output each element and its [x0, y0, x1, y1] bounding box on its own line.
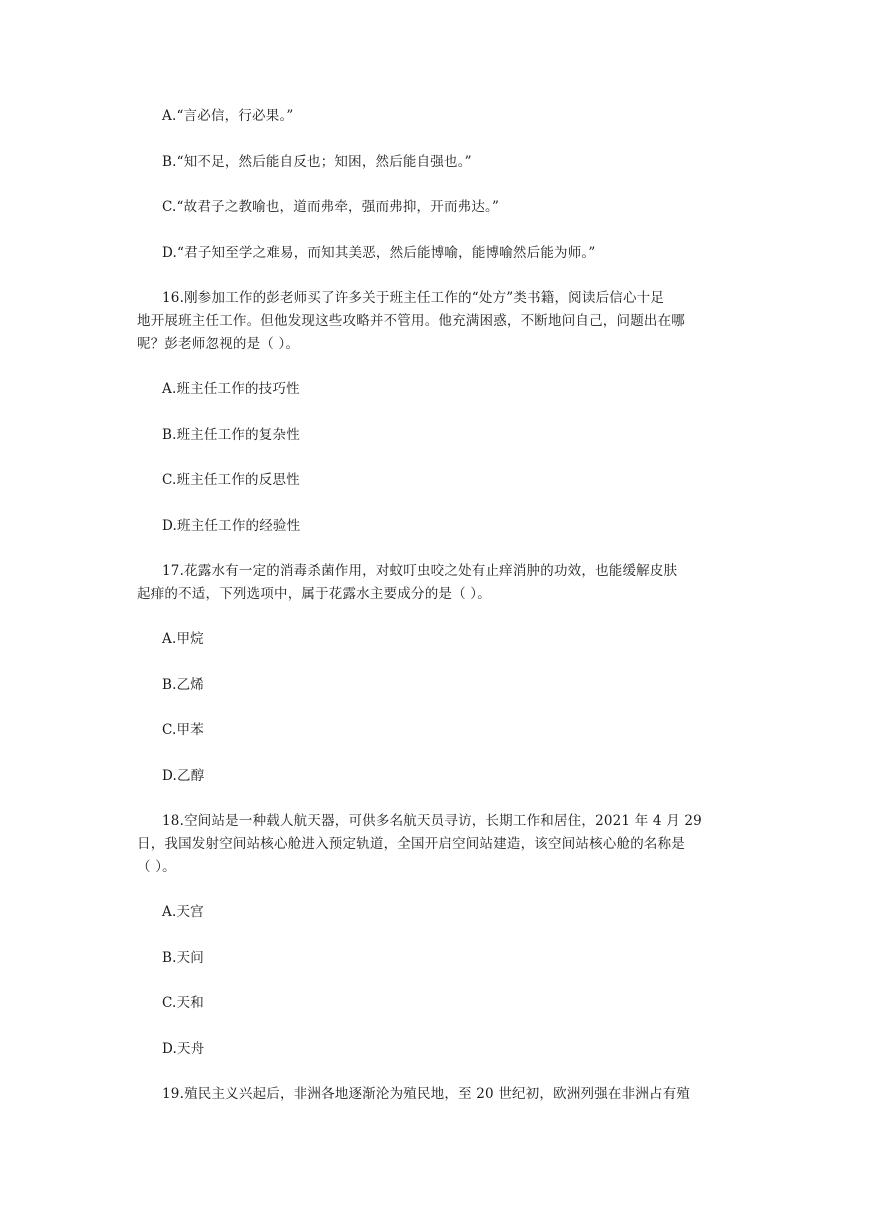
- q18-stem-line-3: （ ）。: [137, 859, 176, 875]
- q17-option-c: C.甲苯: [162, 722, 204, 738]
- q15-option-d: D.“君子知至学之难易，而知其美恶，然后能博喻，能博喻然后能为师。”: [162, 245, 596, 261]
- q16-option-b: B.班主任工作的复杂性: [162, 427, 300, 443]
- q15-option-a: A.“言必信，行必果。”: [162, 108, 294, 124]
- q16-stem-line-2: 地开展班主任工作。但他发现这些攻略并不管用。他充满困惑，不断地问自己，问题出在哪: [137, 313, 685, 329]
- q17-option-a: A.甲烷: [162, 631, 204, 647]
- q16-option-c: C.班主任工作的反思性: [162, 472, 300, 488]
- q16-stem-line-3: 呢？彭老师忽视的是（ ）。: [137, 336, 300, 352]
- q19-stem-line-1: 19.殖民主义兴起后，非洲各地逐渐沦为殖民地，至 20 世纪初，欧洲列强在非洲占有殖: [162, 1086, 691, 1102]
- q17-option-d: D.乙醇: [162, 768, 205, 784]
- q18-option-a: A.天宫: [162, 904, 204, 920]
- q17-stem-line-2: 起痱的不适，下列选项中，属于花露水主要成分的是（ ）。: [137, 586, 491, 602]
- q17-option-b: B.乙烯: [162, 677, 205, 693]
- q18-option-c: C.天和: [162, 995, 204, 1011]
- q15-option-b: B.“知不足，然后能自反也；知困，然后能自强也。”: [162, 154, 472, 170]
- q18-stem-line-1: 18.空间站是一种载人航天器，可供多名航天员寻访，长期工作和居住，2021 年 4 月 29: [162, 813, 702, 829]
- q16-stem-line-1: 16.刚参加工作的彭老师买了许多关于班主任工作的“处方”类书籍，阅读后信心十足: [162, 290, 665, 306]
- q16-option-d: D.班主任工作的经验性: [162, 518, 301, 534]
- q18-stem-line-2: 日，我国发射空间站核心舱进入预定轨道，全国开启空间站建造，该空间站核心舱的名称是: [137, 836, 685, 852]
- q18-option-d: D.天舟: [162, 1041, 205, 1057]
- q17-stem-line-1: 17.花露水有一定的消毒杀菌作用，对蚊叮虫咬之处有止痒消肿的功效，也能缓解皮肤: [162, 563, 678, 579]
- q18-option-b: B.天问: [162, 950, 205, 966]
- q16-option-a: A.班主任工作的技巧性: [162, 381, 300, 397]
- q15-option-c: C.“故君子之教喻也，道而弗牵，强而弗抑，开而弗达。”: [162, 199, 500, 215]
